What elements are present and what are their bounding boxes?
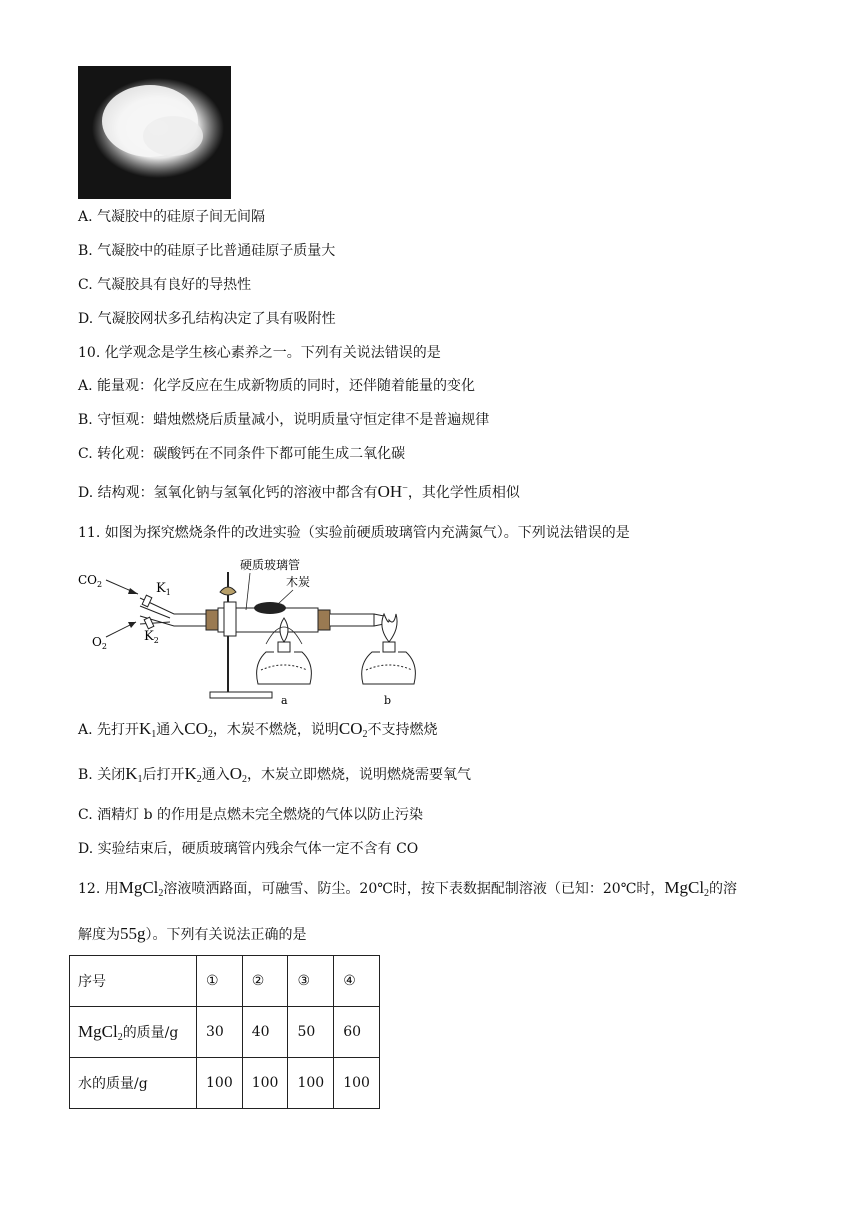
q11-option-d: D. 实验结束后，硬质玻璃管内残余气体一定不含有 CO bbox=[78, 841, 419, 857]
q10-option-c: C. 转化观：碳酸钙在不同条件下都可能生成二氧化碳 bbox=[78, 446, 406, 462]
svg-text:K1: $K_1$ bbox=[156, 581, 171, 597]
q10-option-d: D. 结构观：氢氧化钠与氢氧化钙的溶液中都含有OH−，其化学性质相似 bbox=[78, 482, 520, 501]
aerogel-photo bbox=[78, 66, 231, 199]
table-row: 水的质量/g 100 100 100 100 bbox=[70, 1058, 380, 1109]
combustion-apparatus-diagram bbox=[78, 552, 438, 712]
q10-option-b: B. 守恒观：蜡烛燃烧后质量减小，说明质量守恒定律不是普遍规律 bbox=[78, 412, 490, 428]
q11-option-b: B. 关闭$K_1$后打开$K_2$通入$O_2$，木炭立即燃烧，说明燃烧需要氧气 bbox=[78, 764, 472, 785]
q12-stem-line1: 12. 用MgCl$_2$溶液喷洒路面，可融雪、防尘。20℃时，按下表数据配制溶液（已知：20℃时，MgCl$_2$的溶 bbox=[78, 878, 738, 899]
svg-text:b: b bbox=[384, 694, 392, 707]
svg-text:a: a bbox=[281, 694, 288, 707]
table-row: MgCl$_2$的质量/g 30 40 50 60 bbox=[70, 1007, 380, 1058]
svg-text:木炭: 木炭 bbox=[286, 575, 311, 589]
solution-data-table bbox=[69, 955, 380, 1109]
svg-text:O2: $O_2$ bbox=[92, 635, 107, 651]
q11-option-c: C. 酒精灯 b 的作用是点燃未完全燃烧的气体以防止污染 bbox=[78, 807, 423, 823]
q9-option-c: C. 气凝胶具有良好的导热性 bbox=[78, 277, 252, 293]
svg-text:K2: $K_2$ bbox=[144, 629, 159, 645]
q10-option-a: A. 能量观：化学反应在生成新物质的同时，还伴随着能量的变化 bbox=[78, 378, 476, 394]
table-row: 序号 ① ② ③ ④ bbox=[70, 956, 380, 1007]
q9-option-a: A. 气凝胶中的硅原子间无间隔 bbox=[78, 209, 266, 225]
svg-text:CO2: $CO_2$ bbox=[78, 573, 103, 589]
hydroxide-formula: OH− bbox=[377, 482, 408, 501]
q10-stem: 10. 化学观念是学生核心素养之一。下列有关说法错误的是 bbox=[78, 345, 441, 361]
q11-option-a: A. 先打开$K_1$通入$CO_2$，木炭不燃烧，说明$CO_2$不支持燃烧 bbox=[78, 719, 438, 740]
q9-option-b: B. 气凝胶中的硅原子比普通硅原子质量大 bbox=[78, 243, 336, 259]
q11-stem: 11. 如图为探究燃烧条件的改进实验（实验前硬质玻璃管内充满氮气）。下列说法错误的是 bbox=[78, 525, 630, 541]
alcohol-lamp-b bbox=[362, 614, 416, 707]
svg-text:硬质玻璃管: 硬质玻璃管 bbox=[240, 558, 301, 572]
q12-stem-line2: 解度为55g）。下列有关说法正确的是 bbox=[78, 924, 307, 943]
q9-option-d: D. 气凝胶网状多孔结构决定了具有吸附性 bbox=[78, 311, 336, 327]
